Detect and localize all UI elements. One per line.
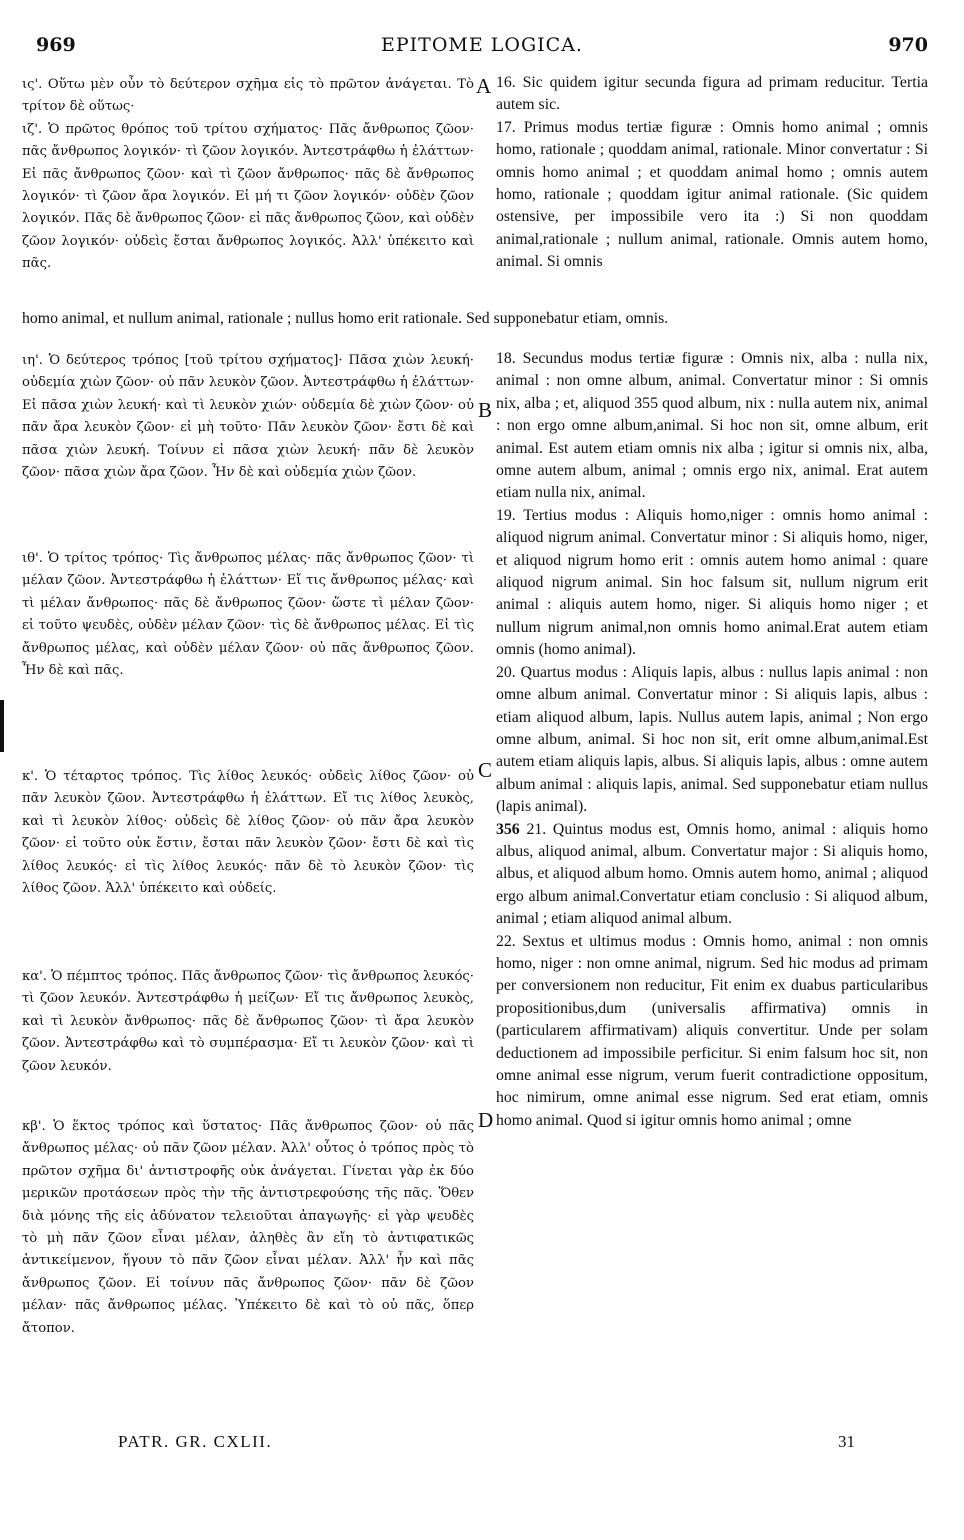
latin-column-bottom — [496, 348, 928, 1132]
latin-paragraph-19: 19. Tertius modus : Aliquis homo,niger : omnis homo animal : aliquod nigrum animal. Convertatur minor : Si aliquis homo, niger, et aliquod nigrum homo erit : omnis autem homo animal : quare aliquod nigrum animal. Sin hoc falsum sit, nullum nigrum erit animal : aliquis autem homo, niger. Si aliquis homo niger ; et nullum nigrum animal,non omnis homo animal.Erat autem etiam omnis (homo animal). — [496, 506, 928, 659]
latin-paragraph-21 — [496, 819, 928, 931]
full-width-continuation — [22, 308, 928, 330]
page-number-left: 969 — [36, 34, 76, 56]
greek-paragraph-18-block — [22, 350, 474, 484]
latin-paragraph-16: 16. Sic quidem igitur secunda figura ad primam reducitur. Tertia autem sic. — [496, 74, 928, 114]
section-marker-d: D — [478, 1108, 494, 1132]
latin-paragraph-21-text: 21. Quintus modus est, Omnis homo, animal : aliquis homo albus, aliquod animal, album. Convertatur major : Si aliquis homo, albus, et aliquod album homo. Omnis autem homo, animal ; aliquod ergo album animal.Convertatur etiam conclusio : Si aliquod album, animal ; etiam aliquod animal album. — [496, 820, 928, 928]
greek-paragraph-20-block — [22, 766, 474, 900]
page-number-right: 970 — [888, 34, 928, 56]
running-title: EPITOME LOGICA. — [381, 34, 583, 56]
latin-paragraph-20: 20. Quartus modus : Aliquis lapis, albus : nullus lapis animal : non omne album animal. Convertatur minor : Si aliquis lapis, albus : etiam aliquod album, lapis. Nullus autem lapis, animal ; Non ergo omne album, animal. Si hoc non sit, erit omne album,animal.Est autem etiam aliquis lapis, albus. Si aliquis lapis, albus : omne autem album animal : aliquis lapis, animal. Sed supponebatur etiam nullus (lapis animal). — [496, 663, 928, 816]
latin-paragraph-17: 17. Primus modus tertiæ figuræ : Omnis homo animal ; omnis homo, rationale ; quoddam animal, rationale. Minor convertatur : Si omnis homo animal ; et quoddam animal homo ; omnis autem homo, rationale ; quoddam igitur animal rationale. (Sic quidem ostensive, per impossibile vero ita :) Si non quoddam animal,rationale ; nullum animal, rationale. Omnis autem homo, animal. Si omnis — [496, 118, 928, 271]
greek-paragraph-18: ιη'. Ὁ δεύτερος τρόπος [τοῦ τρίτου σχήματος]· Πᾶσα χιὼν λευκή· οὐδεμία χιὼν ζῶον· οὐ πᾶν λευκὸν ζῶον. Ἀντεστράφθω ἡ ἐλάττων· Εἰ πᾶσα χιὼν λευκή· καὶ τὶ λευκὸν χιών· οὐδεμία δὲ χιὼν ζῶον· οὐ πᾶν ἄρα λευκὸν ζῶον· εἰ μὴ τοῦτο· Πᾶν λευκὸν ζῶον· ἔστι δὲ καὶ πᾶσα χιὼν λευκή. Τοίνυν εἰ πᾶσα χιὼν λευκή· πᾶν δὲ λευκὸν ζῶον· πᾶσα χιὼν ἄρα ζῶον. Ἦν δὲ καὶ οὐδεμία χιὼν ζῶον. — [22, 353, 474, 481]
section-marker-a: A — [476, 74, 492, 98]
section-marker-c: C — [478, 758, 493, 782]
greek-paragraph-22: κβ'. Ὁ ἕκτος τρόπος καὶ ὕστατος· Πᾶς ἄνθρωπος ζῶον· οὐ πᾶς ἄνθρωπος μέλας· οὐ πᾶν ζῶον μέλαν. Ἀλλ' οὗτος ὁ τρόπος πρὸς τὸ πρῶτον σχῆμα δι' ἀντιστροφῆς οὐκ ἀνάγεται. Γίνεται γὰρ ἐκ δύο μερικῶν προτάσεων πρὸς τὴν τῆς ἀντιστρεφούσης τῆς πᾶς. Ὅθεν διὰ μόνης τῆς εἰς ἀδύνατον τελειοῦται ἀπαγωγῆς· εἰ γὰρ ψευδὲς τὸ μὴ πᾶν ζῶον εἶναι μέλαν, ἀληθὲς ἂν εἴη τὸ ἀντιφατικῶς ἀντικείμενον, ἤγουν τὸ πᾶν ζῶον εἶναι μέλαν. Ἀλλ' ἦν καὶ πᾶς ἄνθρωπος ζῶον. Εἰ τοίνυν πᾶς ἄνθρωπος ζῶον· πᾶν δὲ ζῶον μέλαν· πᾶς ἄνθρωπος μέλας. Ὑπέκειτο δὲ καὶ τὸ οὐ πᾶς, ὅπερ ἄτοπον. — [22, 1119, 474, 1336]
greek-paragraph-19-block — [22, 548, 474, 682]
greek-column-top — [22, 74, 474, 276]
section-marker-b: B — [478, 398, 493, 422]
latin-paragraph-18: 18. Secundus modus tertiæ figuræ : Omnis nix, alba : nulla nix, animal : non omne album, animal. Convertatur minor : Si omnis nix, alba ; et, aliquod 355 quod album, nix : nulla autem nix, animal : non ergo omne album,animal. Si hoc non sit, omne album, erit animal. Est autem etiam omnis nix alba ; igitur si omnis nix, alba, omne autem album, animal ; omnis ergo nix, animal. Erat autem etiam nulla nix, animal. — [496, 350, 928, 502]
greek-paragraph-22-block — [22, 1116, 474, 1340]
greek-paragraph-21-block — [22, 966, 474, 1078]
greek-paragraph-21: κα'. Ὁ πέμπτος τρόπος. Πᾶς ἄνθρωπος ζῶον· τὶς ἄνθρωπος λευκός· τὶ ζῶον λευκόν. Ἀντεστράφθω ἡ μείζων· Εἴ τις ἄνθρωπος λευκὸς, καὶ τὶ λευκὸν ἄνθρωπος· πᾶς δὲ ἄνθρωπος ζῶον· τὶ ἄρα λευκὸν ζῶον. Ἀντεστράφθω καὶ τὸ συμπέρασμα· Εἴ τι λευκὸν ζῶον· καὶ τὶ ζῶον λευκόν. — [22, 969, 474, 1074]
latin-paragraph-17-end: homo animal, et nullum animal, rationale ; nullus homo erit rationale. Sed supponebatur etiam, omnis. — [22, 310, 669, 327]
greek-paragraph-20: κ'. Ὁ τέταρτος τρόπος. Τὶς λίθος λευκός· οὐδεὶς λίθος ζῶον· οὐ πᾶν λευκὸν ζῶον. Ἀντεστράφθω ἡ ἐλάττων. Εἴ τις λίθος λευκὸς, καὶ τὶ λευκὸν λίθος· οὐδεὶς δὲ λίθος ζῶον· οὐ πᾶν ἄρα λευκὸν ζῶον· εἰ τοῦτο οὐκ ἔστιν, ἔσται πᾶν λευκὸν ζῶον· ἔστι δὲ καὶ τὶς λίθος λευκός· εἰ τὶς λίθος λευκός· πᾶν δὲ τὸ λευκὸν ζῶον· τὶς λίθος ζῶον. Ἀλλ' ὑπέκειτο καὶ οὐδείς. — [22, 769, 474, 897]
latin-paragraph-22: 22. Sextus et ultimus modus : Omnis homo, animal : non omnis homo, niger : non omne animal, nigrum. Sed hic modus ad primam per conversionem non reducitur, Fit enim ex duabus particularibus propositionibus,dum (universalis affirmativa) omnis in (particularem affirmativam) aliquis convertitur. Unde per solam deductionem ad impossibile perficitur. Si enim falsum hoc sit, non omne animal esse nigrum, verum fuerit contradictione oppositum, hoc nimirum, omne animal esse nigrum. Sed erat etiam, omnis homo animal. Quod si igitur omnis homo animal ; omne — [496, 932, 928, 1129]
greek-paragraph-17: ιζ'. Ὁ πρῶτος θρόπος τοῦ τρίτου σχήματος· Πᾶς ἄνθρωπος ζῶον· πᾶς ἄνθρωπος λογικόν· τὶ ζῶον λογικόν. Ἀντεστράφθω ἡ ἐλάττων· Εἰ πᾶς ἄνθρωπος ζῶον· καὶ τὶ ζῶον ἄνθρωπος· πᾶς δὲ ἄνθρωπος λογικόν· τὶ ζῶον ἄρα λογικόν. Εἰ μή τι ζῶον λογικόν· οὐδὲν ζῶον λογικόν. Πᾶς δὲ ἄνθρωπος ζῶον· εἰ πᾶς ἄνθρωπος ζῶον, καὶ οὐδὲν ζῶον λογικόν· οὐδεὶς ἔσται ἄνθρωπος λογικός. Ἀλλ' ὑπέκειτο καὶ πᾶς. — [22, 121, 474, 272]
column-number-356: 356 — [496, 820, 520, 838]
footer-signature-number: 31 — [838, 1432, 855, 1451]
latin-column-top — [496, 72, 928, 274]
greek-paragraph-16: ις'. Οὕτω μὲν οὖν τὸ δεύτερον σχῆμα εἰς τὸ πρῶτον ἀνάγεται. Τὸ τρίτον δὲ οὕτως· — [22, 77, 474, 115]
greek-paragraph-19: ιθ'. Ὁ τρίτος τρόπος· Τὶς ἄνθρωπος μέλας· πᾶς ἄνθρωπος ζῶον· τὶ μέλαν ζῶον. Ἀντεστράφθω ἡ ἐλάττων· Εἴ τις ἄνθρωπος μέλας· καὶ τὶ μέλαν ἄνθρωπος· πᾶς δὲ ἄνθρωπος ζῶον· ὥστε τὶ μέλαν ζῶον· εἰ τοῦτο ψευδὲς, οὐδὲν μέλαν ζῶον· τὶς δὲ ἄνθρωπος μέλας. Εἰ τὶς ἄνθρωπος μέλας, καὶ οὐδὲν μέλαν ζῶον· οὐ πᾶς ἄνθρωπος ζῶον. Ἦν δὲ καὶ πᾶς. — [22, 551, 474, 679]
scan-edge-mark — [0, 700, 4, 752]
running-header — [36, 34, 928, 64]
footer-signature: PATR. GR. CXLII. — [118, 1432, 273, 1451]
page-footer — [0, 1432, 964, 1460]
